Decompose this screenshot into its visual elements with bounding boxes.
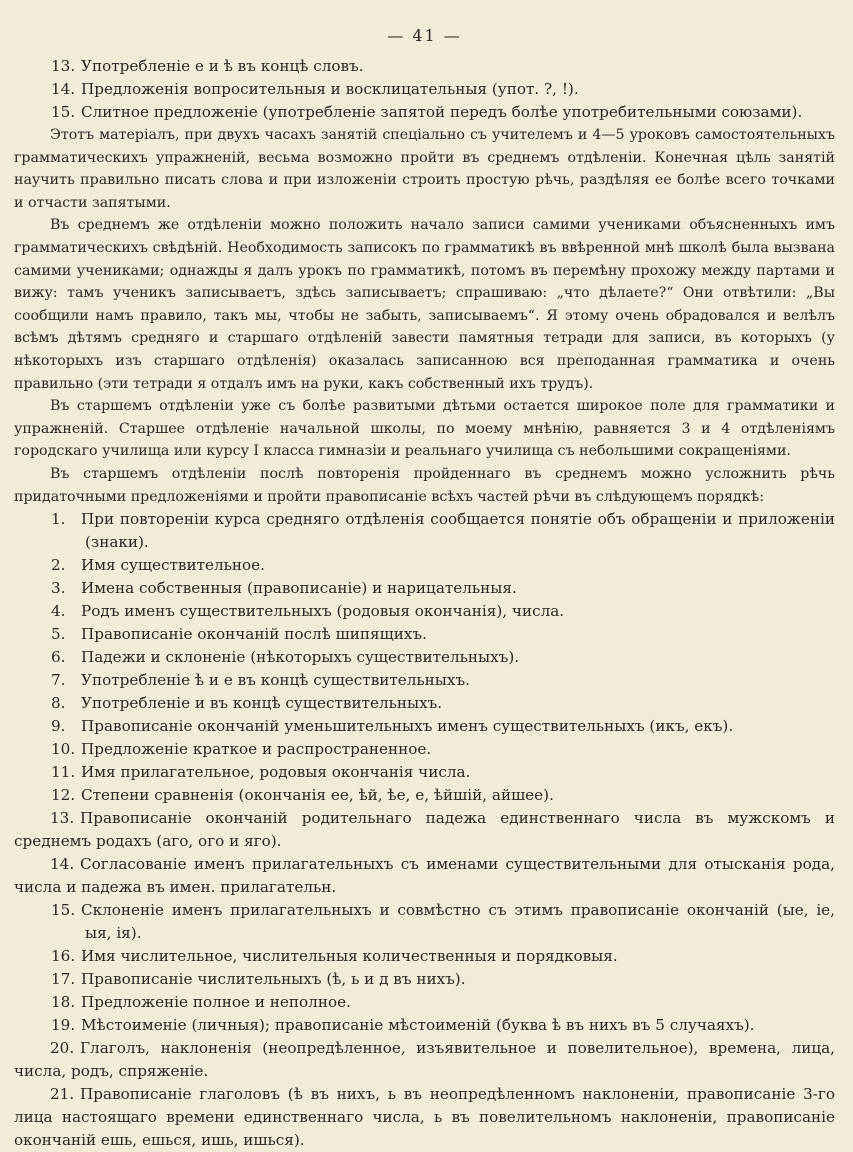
item-number: 1.	[51, 510, 66, 529]
list-item	[50, 577, 835, 600]
item-number: 15.	[51, 901, 76, 920]
item-number: 7.	[51, 671, 66, 690]
item-text: Слитное предложеніе (употребленіе запятой передъ болѣе употребительными союзами).	[81, 103, 803, 121]
item-text: Правописаніе глаголовъ (ѣ въ нихъ, ь въ неопредѣленномъ наклоненіи, правописаніе 3-го лица настоящаго времени единственнаго числа, ь въ повелительномъ наклоненіи, правописаніе окончаній ешь, ешься, ишь, ишься).	[14, 1085, 835, 1150]
paragraph: Этотъ матеріалъ, при двухъ часахъ занятій спеціально съ учителемъ и 4—5 уроковъ самостоятельныхъ грамматическихъ упражненій, весьма возможно пройти въ среднемъ отдѣленіи. Конечная цѣль занятій научить правильно писать слова и при изложеніи строить простую рѣчь, раздѣляя ее болѣе всего точками и отчасти запятыми.	[14, 127, 835, 211]
list-item	[50, 945, 835, 968]
list-item	[50, 692, 835, 715]
item-number: 12.	[51, 786, 76, 805]
list-item	[14, 853, 835, 899]
item-text: Предложеніе краткое и распространенное.	[81, 740, 432, 759]
item-number: 10.	[51, 740, 76, 759]
item-text: Имя числительное, числительныя количественныя и порядковыя.	[81, 947, 618, 966]
list-item	[50, 968, 835, 991]
item-text: Падежи и склоненіе (нѣкоторыхъ существительныхъ).	[81, 648, 520, 667]
item-text: Правописаніе окончаній уменьшительныхъ именъ существительныхъ (икъ, екъ).	[81, 717, 734, 736]
item-text: Склоненіе именъ прилагательныхъ и совмѣстно съ этимъ правописаніе окончаній (ые, іе, ыя, ія).	[81, 901, 835, 943]
list-item	[50, 623, 835, 646]
item-number: 17.	[51, 970, 76, 989]
list-item	[50, 991, 835, 1014]
item-text: Имя существительное.	[81, 556, 265, 575]
list-item	[14, 1083, 835, 1152]
item-number: 11.	[51, 763, 76, 782]
list-item	[50, 1014, 835, 1037]
item-text: Степени сравненія (окончанія ее, ѣй, ѣе, е, ѣйшій, айшее).	[81, 786, 554, 805]
list-item	[14, 1037, 835, 1083]
list-item	[50, 784, 835, 807]
item-number: 13.	[50, 809, 75, 828]
paragraph: Въ старшемъ отдѣленіи послѣ повторенія пройденнаго въ среднемъ можно усложнить рѣчь придаточными предложеніями и пройти правописаніе всѣхъ частей рѣчи въ слѣдующемъ порядкѣ:	[14, 465, 835, 505]
item-text: Согласованіе именъ прилагательныхъ съ именами существительными для отысканія рода, числа и падежа въ имен. прилагательн.	[14, 855, 835, 897]
list-item	[50, 508, 835, 554]
item-number: 14.	[51, 80, 76, 98]
list-item	[50, 78, 835, 101]
item-text: Правописаніе окончаній родительнаго падежа единственнаго числа въ мужскомъ и среднемъ родахъ (аго, ого и яго).	[14, 809, 835, 851]
item-number: 15.	[51, 103, 76, 121]
list-item	[50, 669, 835, 692]
paragraph: Въ среднемъ же отдѣленіи можно положить начало записи самими учениками объясненныхъ имъ грамматическихъ свѣдѣній. Необходимость записокъ по грамматикѣ въ ввѣренной мнѣ школѣ была вызвана самими учениками; однажды я далъ урокъ по грамматикѣ, потомъ въ перемѣну прохожу между партами и вижу: тамъ ученикъ записываетъ, здѣсь записываетъ; спрашиваю: „что дѣлаете?“ Они отвѣтили: „Вы сообщили намъ правило, такъ мы, чтобы не забыть, записываемъ“. Я этому очень обрадовался и велѣлъ всѣмъ дѣтямъ средняго и старшаго отдѣленій завести памятныя тетради для записи, въ которыхъ (у нѣкоторыхъ изъ старшаго отдѣленія) оказалась записанною вся преподанная грамматика и очень правильно (эти тетради я отдалъ имъ на руки, какъ собственный ихъ трудъ).	[14, 217, 835, 392]
item-number: 3.	[51, 579, 66, 598]
item-text: Употребленіе ѣ и е въ концѣ существительныхъ.	[81, 671, 470, 690]
item-text: Правописаніе числительныхъ (ѣ, ь и д въ нихъ).	[81, 970, 466, 989]
paragraph: Въ старшемъ отдѣленіи уже съ болѣе развитыми дѣтьми остается широкое поле для грамматики и упражненій. Старшее отдѣленіе начальной школы, по моему мнѣнію, равняется 3 и 4 отдѣленіямъ городскаго училища или курсу I класса гимназіи и реальнаго училища съ небольшими сокращеніями.	[14, 398, 835, 460]
list-item	[50, 715, 835, 738]
item-number: 19.	[51, 1016, 76, 1035]
item-number: 16.	[51, 947, 76, 966]
list-item	[50, 101, 835, 124]
list-item	[50, 899, 835, 945]
page-number: — 41 —	[387, 26, 462, 45]
list-item	[50, 738, 835, 761]
list-item	[50, 646, 835, 669]
item-text: Родъ именъ существительныхъ (родовыя окончанія), числа.	[81, 602, 565, 621]
item-text: Имена собственныя (правописаніе) и нарицательныя.	[81, 579, 517, 598]
item-text: При повтореніи курса средняго отдѣленія сообщается понятіе объ обращеніи и приложеніи (знаки).	[81, 510, 835, 552]
item-number: 6.	[51, 648, 66, 667]
item-text: Употребленіе е и ѣ въ концѣ словъ.	[81, 57, 364, 75]
item-number: 20.	[50, 1039, 75, 1058]
item-text: Глаголъ, наклоненія (неопредѣленное, изъявительное и повелительное), времена, лица, числа, родъ, спряженіе.	[14, 1039, 835, 1081]
top-list	[14, 55, 835, 124]
item-number: 14.	[50, 855, 75, 874]
item-number: 21.	[50, 1085, 75, 1104]
list-item	[14, 807, 835, 853]
item-text: Употребленіе и въ концѣ существительныхъ.	[81, 694, 443, 713]
item-number: 5.	[51, 625, 66, 644]
item-number: 9.	[51, 717, 66, 736]
item-number: 2.	[51, 556, 66, 575]
item-text: Предложеніе полное и неполное.	[81, 993, 351, 1012]
item-number: 13.	[51, 57, 76, 75]
list-item	[50, 600, 835, 623]
list-item	[50, 554, 835, 577]
list-item	[50, 761, 835, 784]
item-text: Имя прилагательное, родовыя окончанія числа.	[81, 763, 471, 782]
grammar-topic-list	[14, 508, 835, 1152]
item-text: Мѣстоименіе (личныя); правописаніе мѣстоименій (буква ѣ въ нихъ въ 5 случаяхъ).	[81, 1016, 755, 1035]
list-item	[50, 55, 835, 78]
item-text: Правописаніе окончаній послѣ шипящихъ.	[81, 625, 427, 644]
item-number: 8.	[51, 694, 66, 713]
item-text: Предложенія вопросительныя и восклицательныя (упот. ?, !).	[81, 80, 579, 98]
item-number: 4.	[51, 602, 66, 621]
item-number: 18.	[51, 993, 76, 1012]
